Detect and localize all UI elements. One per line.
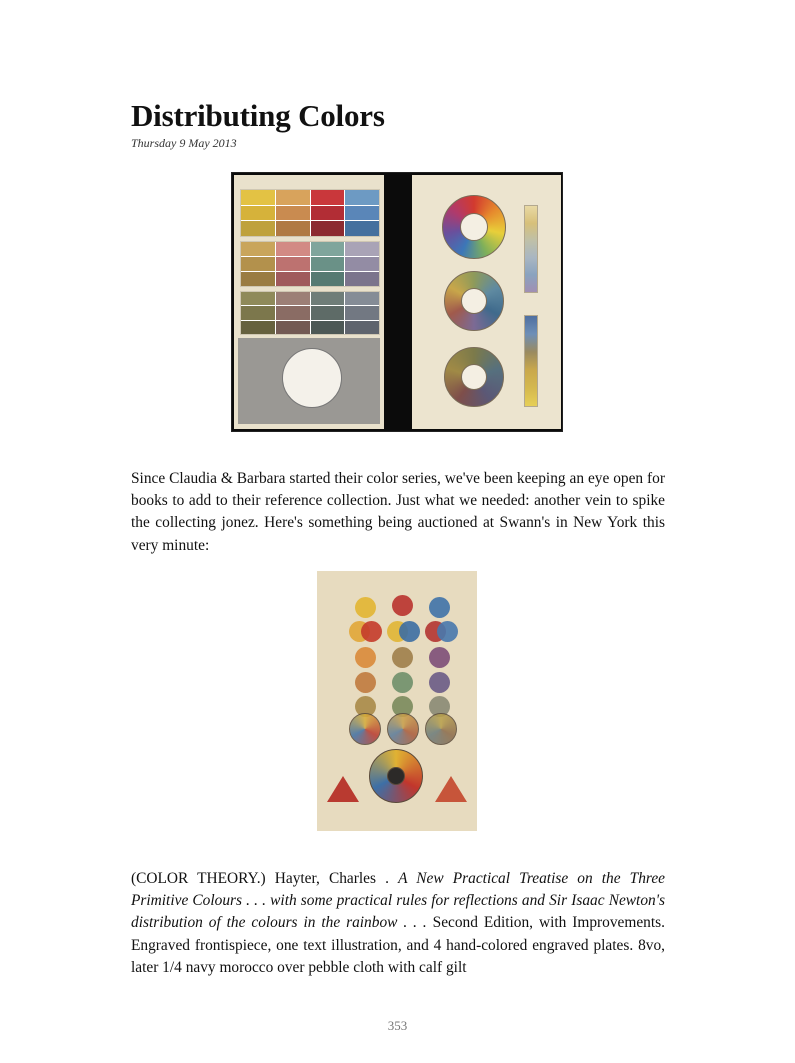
hayter-plate-image (317, 571, 477, 831)
book-description-paragraph (131, 868, 665, 979)
page-title: Distributing Colors (131, 98, 385, 133)
post-date: Thursday 9 May 2013 (131, 136, 237, 150)
color-plates-image (231, 172, 563, 432)
book-title-italic: A New Practical Treatise on the Three Primitive Colours . . . with some practical rules for reflections and Sir Isaac Newton's distribution of the colours in the rainbow . . . (131, 870, 666, 932)
page-number: 353 (387, 1018, 408, 1033)
book-description-prefix: (COLOR THEORY.) Hayter, Charles . (131, 870, 399, 887)
color-wheel-plate-right (412, 175, 561, 429)
book-description-suffix: Second Edition, with Improvements. Engraved frontispiece, one text illustration, and 4 hand-colored engraved plates. 8vo, later 1/4 navy morocco over pebble cloth with calf gilt (131, 914, 665, 976)
intro-paragraph: Since Claudia & Barbara started their color series, we've been keeping an eye open for books to add to their reference collection. Just what we needed: another vein to spike the collecting jonez. Here's something being auctioned at Swann's in New York this very minute: (131, 470, 665, 554)
swatch-plate-left (234, 175, 384, 429)
